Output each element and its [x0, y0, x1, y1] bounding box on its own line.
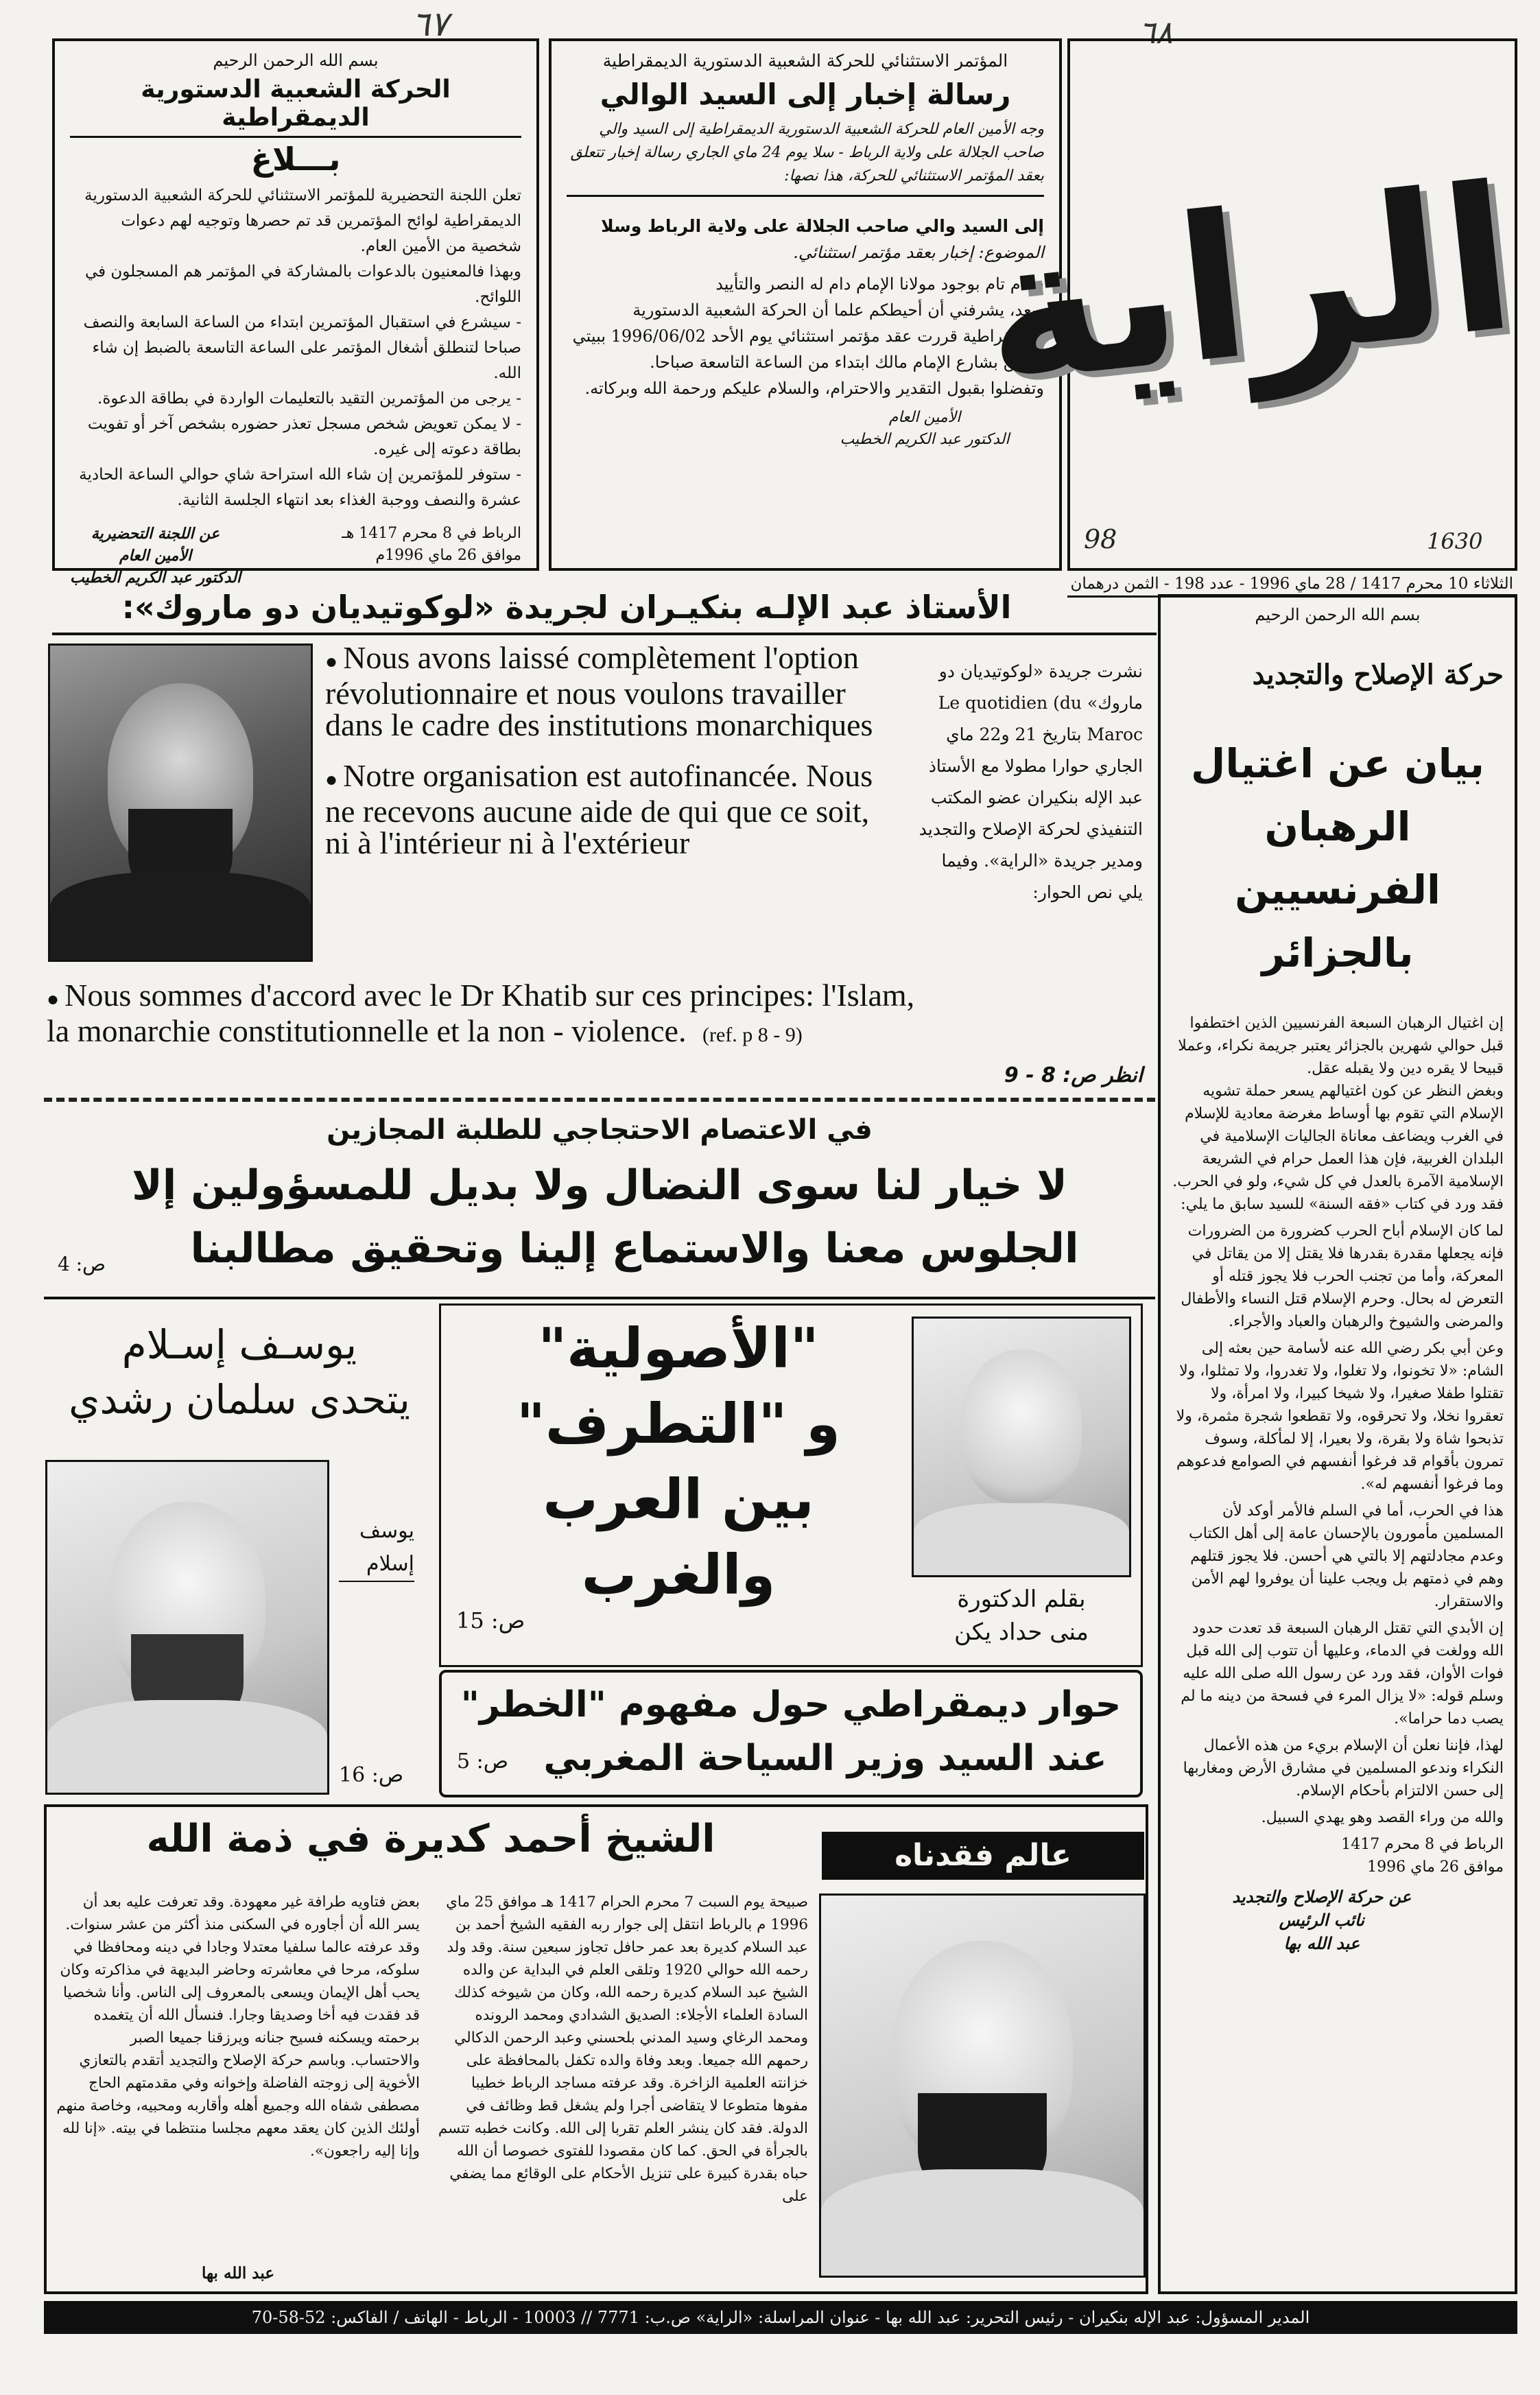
- dialogue-line: حوار ديمقراطي حول مفهوم "الخطر": [460, 1684, 1122, 1725]
- statement-title-line: بيان عن اغتيال: [1191, 740, 1484, 787]
- benkirane-ref: (ref. p 8 - 9): [702, 1024, 803, 1046]
- communique-paragraph: - لا يمكن تعويض شخص مسجل تعذر حضوره بشخص آخر أو تفويت بطاقة دعوته إلى غيره.: [87, 415, 521, 458]
- letter-paragraph: إلى السيد والي صاحب الجلالة على ولاية الرباط وسلا: [601, 216, 1044, 236]
- fundamentalism-title-line: بين العرب: [543, 1467, 814, 1531]
- masthead-number-mark-2: 98: [1084, 524, 1117, 554]
- letter-paragraph: سلام تام بوجود مولانا الإمام دام له النصر والتأييد: [715, 274, 1044, 294]
- letter-paragraph: الموضوع: إخبار بعقد مؤتمر استثنائي.: [793, 243, 1044, 262]
- communique-paragraph: وبهذا فالمعنيون بالدعوات بالمشاركة في المؤتمر هم المسجلون في اللوائح.: [84, 263, 521, 306]
- fundamentalism-title-line: و "التطرف": [517, 1392, 840, 1456]
- benkirane-see-page: انظر ص: 8 - 9: [1004, 1063, 1143, 1087]
- benkirane-quote-wide: [47, 980, 918, 1051]
- letter-kicker: المؤتمر الاستثنائي للحركة الشعبية الدستورية الديمقراطية: [602, 51, 1008, 71]
- dialogue-line: عند السيد وزير السياحة المغربي: [543, 1738, 1107, 1779]
- communique-date: [342, 523, 521, 589]
- fundamentalism-byline: [912, 1583, 1131, 1649]
- sit-in-kicker: في الاعتصام الاحتجاجي للطلبة المجازين: [327, 1114, 873, 1146]
- statement-sig-line: عن حركة الإصلاح والتجديد: [1232, 1887, 1412, 1907]
- statement-org: حركة الإصلاح والتجديد: [1252, 659, 1504, 691]
- benkirane-photo: [48, 644, 313, 962]
- obituary-section-label: عالم فقدناه: [822, 1832, 1144, 1880]
- author-photo: [912, 1317, 1131, 1577]
- fundamentalism-byline-line: منى حداد يكن: [954, 1618, 1089, 1646]
- sit-in-headline: الجلوس معنا والاستماع إلينا وتحقيق مطالبنا: [190, 1225, 1079, 1273]
- dialogue-page: ص: 5: [457, 1749, 509, 1773]
- communique-org: الحركة الشعبية الدستورية الديمقراطية: [70, 75, 521, 138]
- letter-sig-line: الأمين العام: [888, 409, 961, 426]
- statement-title-line: بالجزائر: [1261, 930, 1414, 976]
- communique-signature: [70, 523, 241, 589]
- masthead-issue-line: الثلاثاء 10 محرم 1417 / 28 ماي 1996 - عدد 198 - الثمن درهمان: [1067, 572, 1517, 598]
- communique-paragraph: - يرجى من المؤتمرين التقيد بالتعليمات الواردة في بطاقة الدعوة.: [97, 390, 521, 408]
- communique-date-gregorian: موافق 26 ماي 1996م: [375, 547, 521, 564]
- benkirane-quote: ● Nous sommes d'accord avec le Dr Khatib sur ces principes: l'Islam, la monarchie constitutionnelle et la non - violence.: [47, 978, 914, 1048]
- statement-paragraph: هذا في الحرب، أما في السلم فالأمر أوكد لأن المسلمين مأمورون بالإحسان عامة إلى أهل الكتاب وعدم مجادلتهم إلا بالتي هي أحسن. فلا يجوز قتلهم وهم في ذمتهم بل ويجب علينا أن يوفروا لهم الأمن والاستقرار.: [1189, 1502, 1504, 1610]
- communique-date-hijri: الرباط في 8 محرم 1417 هـ: [342, 525, 521, 542]
- statement-sig-line: عبد الله بها: [1283, 1933, 1360, 1953]
- letter-paragraph: وبعد، يشرفني أن أحيطكم علما أن الحركة الشعبية الدستورية الديمقراطية قررت عقد مؤتمر استثنائي يوم الأحد 1996/06/02 ببيتي الكائن بشارع الإمام مالك ابتداء من الساعة التاسعة صباحا.: [572, 300, 1044, 372]
- communique-sig-line: الأمين العام: [119, 547, 192, 565]
- yusuf-headline: [44, 1317, 435, 1427]
- statement-signature: [1222, 1885, 1421, 1955]
- obituary-block: [44, 1804, 1148, 2294]
- statement-paragraph: وعن أبي بكر رضي الله عنه لأسامة حين بعثه إلى الشام: «لا تخونوا، ولا تغلوا، ولا تغدروا، ولا تمثلوا، ولا تقتلوا طفلا صغيرا، ولا شيخا كبيرا، ولا امرأة، ولا تعقروا نخلا، ولا تحرقوه، ولا تقطعوا شجرة مثمرة، ولا تذبحوا شاة ولا بقرة، ولا بعيرا، إلا لمأكلة، وسوف تمرون بأقوام قد فرغوا أنفسهم في الصوامع فدعوهم وما فرغوا أنفسهم له».: [1176, 1340, 1504, 1493]
- benkirane-side-text: نشرت جريدة «لوكوتيديان دو ماروك» Le quotidien (du Maroc بتاريخ 21 و22 ماي الجاري حوارا مطولا مع الأستاذ عبد الإله بنكيران عضو المكتب التنفيذي لحركة الإصلاح والتجديد ومدير جريدة «الراية». وفيما يلي نص الحوار:: [919, 661, 1143, 902]
- letter-intro: وجه الأمين العام للحركة الشعبية الدستورية الديمقراطية إلى السيد والي صاحب الجلالة على ولاية الرباط - سلا يوم 24 ماي الجاري رسالة إخبار تتعلق بعقد المؤتمر الاستثنائي للحركة، هذا نصها:: [567, 118, 1044, 197]
- handwritten-page-number-left: ٦٧: [412, 4, 449, 44]
- letter-sig-line: الدكتور عبد الكريم الخطيب: [840, 431, 1010, 448]
- statement-paragraph: لهذا، فإننا نعلن أن الإسلام بريء من هذه الأعمال النكراء وندعو المسلمين في مشارق الأرض ومغاربها إلى حسن الالتزام بأحكام الإسلام.: [1183, 1737, 1504, 1800]
- obituary-column-left: بعض فتاويه طرافة غير معهودة. وقد تعرفت عليه بعد أن يسر الله أن أجاوره في السكنى منذ أكثر من عشر سنوات. وقد عرفته عالما سلفيا معتدلا وجادا في دينه ومحافظا في سلوكه، مرحا في معاشرته وحاضر البديهة في مذاكرته وكان يحب أهل الإيمان ويسعى بالمعروف إلى الناس. وأنا شخصيا قد فقدت فيه أخا وصديقا وجارا. فنسأل الله أن يتغمده برحمته ويسكنه فسيح جنانه ويرزقنا جميعا الصبر والاحتساب. وباسم حركة الإصلاح والتجديد أتقدم بالتعازي الأخوية إلى زوجته الفاضلة وإخوانه وفي مقدمتهم الحاج مصطفى شفاه الله وجميع أهله وأقاربه ومحبيه، وخاصة منهم أولئك الذين كان يعقد معهم مجلسا منتظما في بيته. «إنا لله وإنا إليه راجعون».: [56, 1893, 420, 2160]
- dialogue-box: [439, 1670, 1143, 1797]
- masthead: [972, 38, 1524, 571]
- letter-paragraph: وتفضلوا بقبول التقدير والاحترام، والسلام عليكم ورحمة الله وبركاته.: [584, 379, 1044, 398]
- masthead-logo: الراية: [972, 143, 1524, 429]
- statement-paragraph: وبغض النظر عن كون اغتيالهم يسعر حملة تشويه الإسلام التي تقوم بها أوساط مغرضة معادية للإسلام في الغرب ويضاعف معاناة الجاليات الإسلامية في البلدان الغربية، فإن هذا العمل حرام في الشريعة الإسلامية الآمرة بالعدل في كل شيء، ولو في الحرب.: [1172, 1083, 1504, 1190]
- statement-basmala: بسم الله الرحمن الرحيم: [1255, 605, 1421, 624]
- benkirane-headline: الأستاذ عبد الإلـه بنكيـران لجريدة «لوكوتيديان دو ماروك»:: [121, 589, 1012, 626]
- letter-title: رسالة إخبار إلى السيد الوالي: [600, 78, 1011, 111]
- obituary-title: الشيخ أحمد كديرة في ذمة الله: [146, 1817, 715, 1861]
- yusuf-headline-line: يتحدى سلمان رشدي: [69, 1376, 410, 1423]
- communique-box: [52, 38, 539, 587]
- yusuf-islam-photo: [45, 1460, 329, 1795]
- fundamentalism-block: [439, 1303, 1143, 1667]
- communique-title: بـــلاغ: [250, 141, 341, 178]
- masthead-number-mark: 1630: [1427, 528, 1483, 554]
- yusuf-caption-line: إسلام: [366, 1552, 414, 1576]
- obituary-photo: [819, 1893, 1146, 2278]
- fundamentalism-page: ص: 15: [456, 1607, 525, 1633]
- yusuf-page: ص: 16: [339, 1763, 404, 1787]
- communique-sig-line: عن اللجنة التحضيرية: [91, 525, 220, 543]
- statement-date: موافق 26 ماي 1996: [1367, 1859, 1504, 1876]
- yusuf-caption: [339, 1515, 414, 1582]
- communique-basmala: بسم الله الرحمن الرحيم: [213, 51, 379, 70]
- statement-column: [1158, 594, 1517, 2294]
- handwritten-page-number-right: ٦٨: [1139, 14, 1173, 51]
- communique-paragraph: - سيشرع في استقبال المؤتمرين ابتداء من الساعة السابعة والنصف صباحا لتنطلق أشغال المؤتمر على الساعة التاسعة بالضبط إن شاء الله.: [83, 314, 521, 382]
- statement-paragraph: فقد ورد في كتاب «فقه السنة» للسيد سابق ما يلي:: [1181, 1196, 1504, 1213]
- obituary-column-right: صبيحة يوم السبت 7 محرم الحرام 1417 هـ موافق 25 ماي 1996 م بالرباط انتقل إلى جوار ربه الفقيه الشيخ أحمد بن عبد السلام كديرة بعد عمر حافل تجاوز سبعين سنة. وقد ولد رحمه الله حوالي 1920 وتلقى العلم في البداية عن والده الشيخ عبد السلام كديرة رحمه الله، وكان من شيوخه كذلك السادة العلماء الأجلاء: الصديق الشدادي ومحمد الرونده ومحمد الرغاي وسيد المدني بلحسني وعبد الرحمن الدكالي رحمهم الله جميعا. وبعد وفاة والده تكفل بالمحافظة على خزانته العلمية الزاخرة. وقد عرفته مساجد الرباط خطيبا مفوها متطوعا لا يتقاضى أجرا ولم يشغل قط وظائف في الدولة. فقد كان ينشر العلم تقربا إلى الله. وكانت خطبه تتسم بالجرأة في الحق. كما كان مقصودا للفتوى خصوصا أن الله حباه بقدرة كبيرة على تنزيل الأحكام على الوقائع مما يضفي على: [438, 1893, 808, 2205]
- statement-paragraph: إن الأبدي التي تقتل الرهبان السبعة قد تعدت حدود الله وولغت في الدماء، وعليها أن تتوب إلى الله قبل فوات الأوان، فقد ورد عن رسول الله صلى الله عليه وسلم قوله: «لا يزال المرء في فسحة من دينه ما لم يصب دما حراما».: [1181, 1620, 1504, 1727]
- obituary-signature: عبد الله بها: [201, 2264, 275, 2282]
- fundamentalism-title-line: والغرب: [581, 1543, 776, 1607]
- statement-date: الرباط في 8 محرم 1417: [1341, 1836, 1504, 1853]
- statement-sig-line: نائب الرئيس: [1279, 1910, 1364, 1930]
- communique-sig-line: الدكتور عبد الكريم الخطيب: [70, 569, 241, 587]
- yusuf-headline-line: يوسـف إسـلام: [121, 1321, 357, 1368]
- communique-paragraph: تعلن اللجنة التحضيرية للمؤتمر الاستثنائي للحركة الشعبية الدستورية الديمقراطية لوائح المؤتمرين قد تم حصرها وتوجيه لهم دعوات شخصية من الأمين العام.: [84, 187, 521, 255]
- footer-bar: المدير المسؤول: عبد الإله بنكيران - رئيس التحرير: عبد الله بها - عنوان المراسلة: «الراية» ص.ب: 7771 // 10003 - الرباط - الهاتف / الفاكس: 52-58-70: [44, 2301, 1517, 2334]
- statement-paragraph: إن اغتيال الرهبان السبعة الفرنسيين الذين اختطفوا قبل حوالي شهرين بالجزائر يعتبر جريمة نكراء، وعملا قبيحا لا يقره دين ولا يقبله عقل.: [1178, 1015, 1504, 1077]
- sit-in-headline: لا خيار لنا سوى النضال ولا بديل للمسؤولين إلا: [132, 1161, 1067, 1210]
- benkirane-quotes: [325, 642, 901, 859]
- fundamentalism-title-line: "الأصولية": [538, 1317, 819, 1380]
- statement-paragraph: والله من وراء القصد وهو يهدي السبيل.: [1261, 1809, 1504, 1826]
- statement-paragraph: لما كان الإسلام أباح الحرب كضرورة من الضرورات فإنه يجعلها مقدرة بقدرها فلا يقتل إلا من يقاتل في المعركة، وأما من تجنب الحرب فلا يجوز قتله أو التعرض له بحال. وحرم الإسلام قتل النساء والأطفال والمرضى والشيوخ والرهبان والعباد والأجراء.: [1181, 1223, 1504, 1330]
- fundamentalism-byline-line: بقلم الدكتورة: [957, 1585, 1086, 1613]
- communique-paragraph: - ستوفر للمؤتمرين إن شاء الله استراحة شاي حوالي الساعة الحادية عشرة والنصف ووجبة الغذاء بعد انتهاء الجلسة الثانية.: [79, 466, 521, 509]
- statement-title-line: الرهبان الفرنسيين: [1235, 803, 1441, 913]
- benkirane-quote: ● Nous avons laissé complètement l'option révolutionnaire et nous voulons travailler dans le cadre des institutions monarchiques: [325, 642, 901, 741]
- yusuf-caption-line: يوسف: [359, 1519, 414, 1543]
- sit-in-page: ص: 4: [58, 1253, 106, 1275]
- benkirane-quote: ● Notre organisation est autofinancée. Nous ne recevons aucune aide de qui que ce soit, ni à l'intérieur ni à l'extérieur: [325, 760, 901, 859]
